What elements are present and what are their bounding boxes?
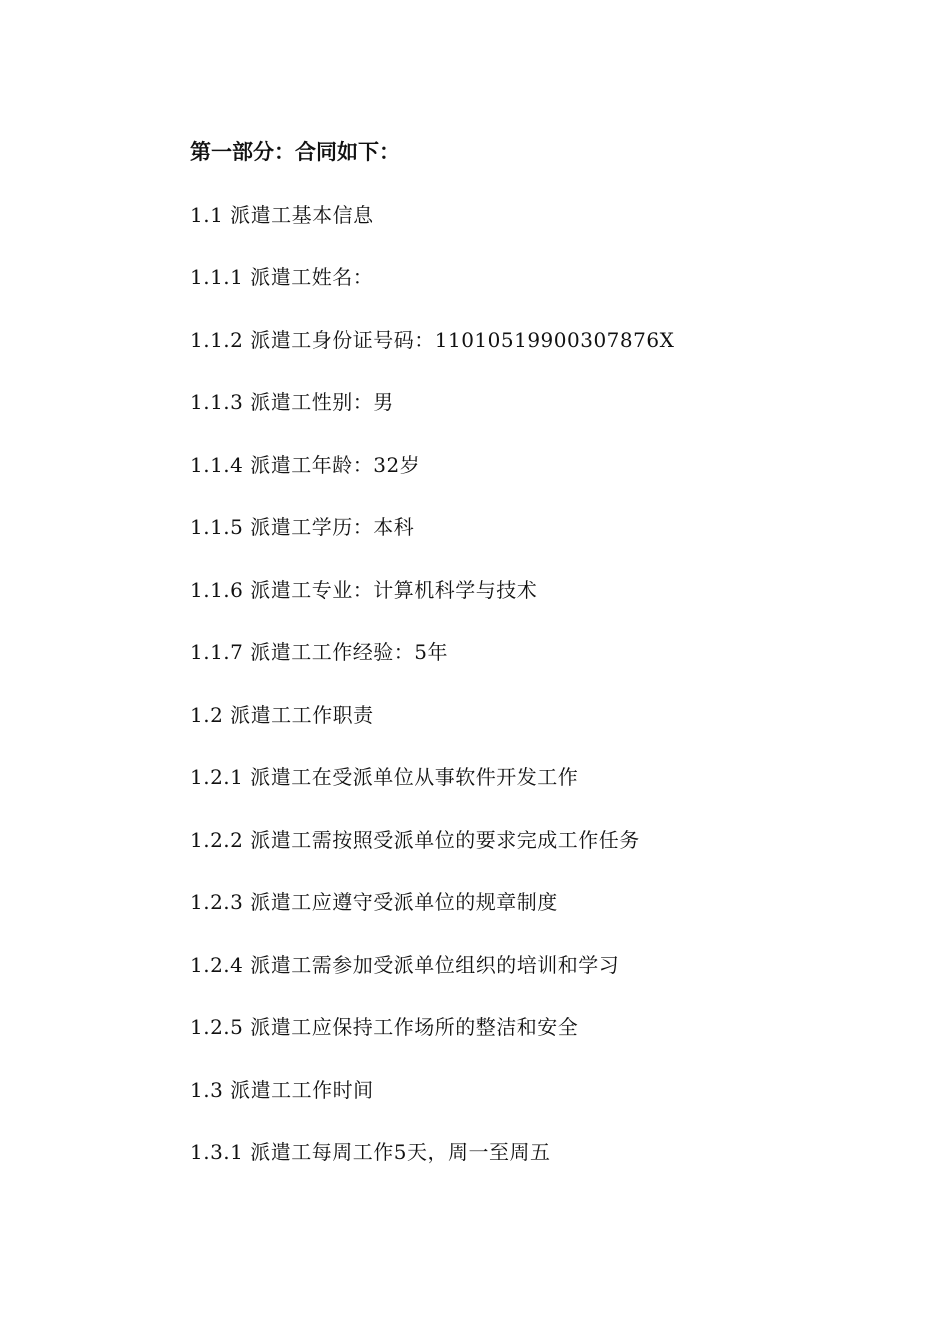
section-heading: 第一部分：合同如下： [190,140,400,164]
clause-1-1-7-experience: 1.1.7 派遣工工作经验：5年 [190,640,448,664]
clause-1-1-5-education: 1.1.5 派遣工学历：本科 [190,515,415,539]
clause-1-2-1: 1.2.1 派遣工在受派单位从事软件开发工作 [190,765,579,789]
clause-1-2-5: 1.2.5 派遣工应保持工作场所的整洁和安全 [190,1015,579,1039]
clause-1-2-3: 1.2.3 派遣工应遵守受派单位的规章制度 [190,890,558,914]
clause-1-2-2: 1.2.2 派遣工需按照受派单位的要求完成工作任务 [190,827,640,852]
clause-1-1-6-major: 1.1.6 派遣工专业：计算机科学与技术 [190,577,538,602]
section-1-1-title: 1.1 派遣工基本信息 [190,202,374,227]
section-1-2-title: 1.2 派遣工工作职责 [190,702,374,727]
clause-1-1-3-gender: 1.1.3 派遣工性别：男 [190,390,394,414]
clause-1-2-4: 1.2.4 派遣工需参加受派单位组织的培训和学习 [190,952,620,977]
clause-1-1-1-name: 1.1.1 派遣工姓名： [190,265,374,289]
clause-1-3-1: 1.3.1 派遣工每周工作5天，周一至周五 [190,1140,551,1164]
section-1-3-title: 1.3 派遣工工作时间 [190,1077,374,1102]
clause-1-1-4-age: 1.1.4 派遣工年龄：32岁 [190,452,421,477]
document-body [190,132,890,1195]
clause-1-1-2-id-number: 1.1.2 派遣工身份证号码：11010519900307876X [190,327,675,352]
